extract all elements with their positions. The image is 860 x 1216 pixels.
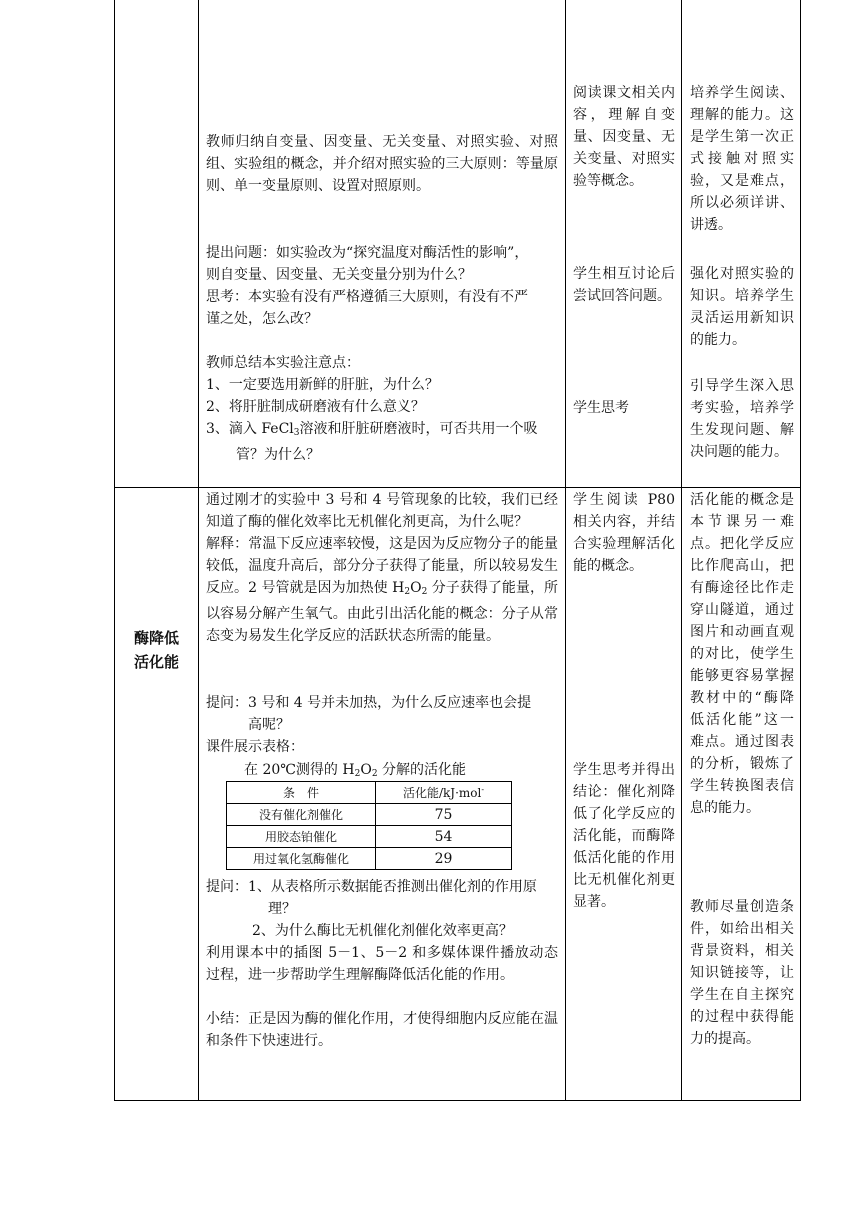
topic-line: 酶降低 [133,629,179,647]
table-divider-col3 [681,0,682,1101]
table-border-bottom [114,1100,801,1101]
row1-design-intent-3: 引导学生深入思考实验，培养学生发现问题、解决问题的能力。 [690,378,794,460]
activation-energy-table-caption: 在 20℃测得的 $H_2O_2$ 分解的活化能 [244,762,466,779]
notes-title: 教师总结本实验注意点： [206,355,360,371]
table-divider-col2 [565,0,566,1101]
row2-summary-paragraph: 小结：正是因为酶的催化作用，才使得细胞内反应能在温和条件下快速进行。 [206,1011,558,1049]
row1-student-activity-1: 阅读课文相关内容，理解自变量、因变量、无关变量、对照实验等概念。 [573,85,675,189]
thinking-line: 思考：本实验有没有严格遵循三大原则，有没有不严 [206,289,528,305]
question-line: 提出问题：如实验改为“探究温度对酶活性的影响”， [206,245,529,261]
table-header-row [227,782,512,804]
activation-energy-table [226,781,512,870]
note3-subscript: 3 [293,428,300,438]
concept-summary-paragraph: 教师归纳自变量、因变量、无关变量、对照实验、对照组、实验组的概念，并介绍对照实验的三大原则：等量原则、单一变量原则、设置对照原则。 [206,134,558,194]
explanation-paragraph [206,533,558,647]
section-topic [115,626,198,674]
row1-question-block [206,242,562,330]
topic-line: 活化能 [133,653,179,671]
question-line: 提问：1、从表格所示数据能否推测出催化剂的作用原 [206,879,537,895]
note-item: 1、一定要选用新鲜的肝脏，为什么？ [206,377,439,393]
note-item [206,418,562,444]
note3-text: 3、滴入 FeCl [206,421,294,437]
row2-figures-paragraph: 利用课本中的插图 5－1、5－2 和多媒体课件播放动态过程，进一步帮助学生理解酶降低活化能的作用。 [206,945,558,983]
h2o2-o: O [410,580,422,596]
table-border-right [800,0,801,1101]
h2o2-subscript: 2 [421,587,428,597]
row1-notes-block [206,352,562,466]
row2-design-intent-1: 活化能的概念是本节课另一难点。把化学反应比作爬高山，把有酶途径比作走穿山隧道，通过图片和动画直观的对比，使学生能够更容易掌握教材中的“酶降低活化能”这一难点。通过图表的分析，锻炼了学生转换图表信息的能力。 [690,492,794,816]
note-item: 2、将肝脏制成研磨液有什么意义？ [206,399,425,415]
table-row-divider [114,487,801,488]
show-table-line: 课件展示表格： [206,739,304,755]
table-cell-val: 75 [376,804,512,826]
question-line-cont: 高呢？ [248,717,290,733]
row2-teaching-content [206,489,558,647]
table-row [227,848,512,870]
question-line: 则自变量、因变量、无关变量分别为什么？ [206,267,472,283]
table-border-left [114,0,115,1101]
table-row [227,804,512,826]
row1-teaching-content [206,131,558,197]
row2-design-intent-2: 教师尽量创造条件，如给出相关背景资料，相关知识链接等，让学生在自主探究的过程中获得能力的提高。 [690,899,794,1047]
thinking-line: 谨之处，怎么改？ [206,311,318,327]
question-line: 提问：3 号和 4 号并未加热，为什么反应速率也会提 [206,695,532,711]
table-cell-cond: 没有催化剂催化 [227,804,376,826]
question-line: 2、为什么酶比无机催化剂催化效率更高？ [252,923,513,939]
table-header-val: 活化能/kJ·mol- [376,782,512,804]
row1-design-intent-1: 培养学生阅读、理解的能力。这是学生第一次正式接触对照实验，又是难点，所以必须详讲、讲透。 [690,85,794,233]
row2-question-1 [206,692,562,758]
table-cell-cond: 用过氧化氢酶催化 [227,848,376,870]
table-cell-cond: 用胶态铂催化 [227,826,376,848]
table-divider-col1 [198,0,199,1101]
explanation-text-rest: 分子获得了能量，所以容易分解产生氧气。由此引出活化能的概念：分子从常态变为易发生化学反应的活跃状态所需的能量。 [206,580,558,644]
explanation-text: 解释：常温下反应速率较慢，这是因为反应物分子的能量较低，温度升高后，部分分子获得了能量，所以较易发生反应。2 号管就是因为加热使 H [206,536,558,596]
row1-design-intent-2: 强化对照实验的知识。培养学生灵活运用新知识的能力。 [690,266,794,348]
row2-question-2 [206,876,562,942]
intro-paragraph: 通过刚才的实验中 3 号和 4 号管现象的比较，我们已经知道了酶的催化效率比无机催化剂更高，为什么呢？ [206,492,558,530]
table-cell-val: 54 [376,826,512,848]
row2-student-activity-1: 学生阅读 P80 相关内容，并结合实验理解活化能的概念。 [573,492,680,574]
note-item-cont: 管？为什么？ [236,447,320,463]
table-row [227,826,512,848]
table-header-cond: 条 件 [227,782,376,804]
row1-student-activity-3: 学生思考 [573,400,629,416]
question-line-cont: 理？ [268,901,296,917]
row1-student-activity-2: 学生相互讨论后尝试回答问题。 [573,266,675,304]
h2o2-subscript: 2 [404,587,411,597]
note3-text-rest: 溶液和肝脏研磨液时，可否共用一个吸 [299,421,538,437]
table-cell-val: 29 [376,848,512,870]
row2-student-activity-2: 学生思考并得出结论：催化剂降低了化学反应的活化能，而酶降低活化能的作用比无机催化剂更显著。 [573,762,675,910]
